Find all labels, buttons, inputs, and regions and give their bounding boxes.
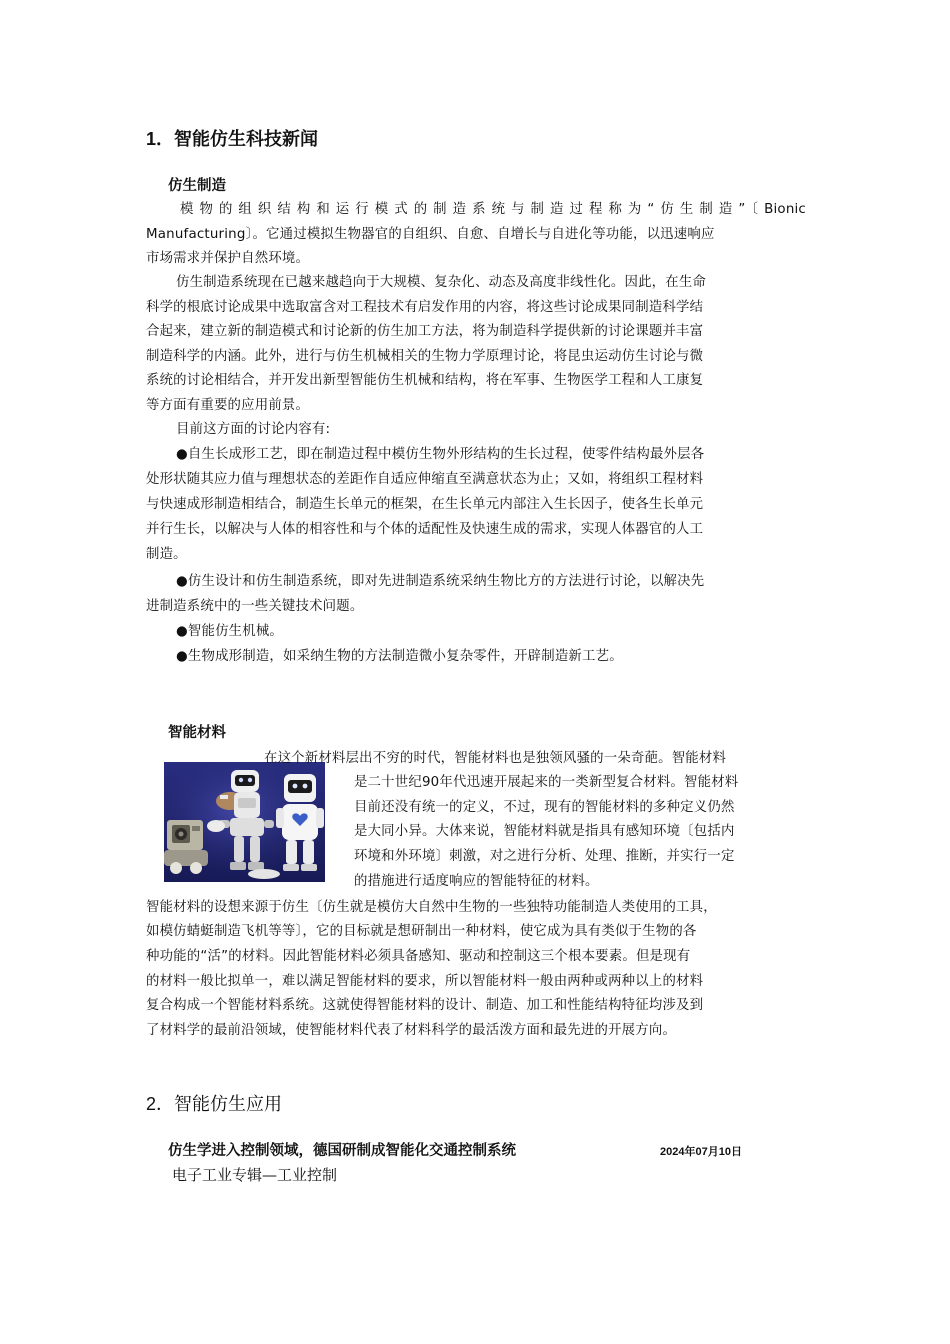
paragraph-line: 是大同小异。大体来说，智能材料就是指具有感知环境〔包括内 (354, 824, 735, 839)
paragraph-line: 与快速成形制造相结合，制造生长单元的框架，在生长单元内部注入生长因子，使各生长单元 (146, 497, 704, 512)
bullet-line: ●智能仿生机械。 (176, 624, 284, 639)
paragraph-line: 的材料一般比拟单一，难以满足智能材料的要求，所以智能材料一般由两种或两种以上的材料 (146, 974, 704, 989)
paragraph-line: 科学的根底讨论成果中选取富含对工程技术有启发作用的内容，将这些讨论成果同制造科学结 (146, 300, 704, 315)
article-date: 2024年07月10日 (660, 1146, 742, 1158)
smart-materials-heading: 智能材料 (168, 725, 226, 741)
paragraph-line: 环境和外环境〕刺激，对之进行分析、处理、推断，并实行一定 (354, 849, 735, 864)
paragraph-line: 目前还没有统一的定义，不过，现有的智能材料的多种定义仍然 (354, 800, 735, 815)
paragraph-line: 合起来，建立新的制造模式和讨论新的仿生加工方法，将为制造科学提供新的讨论课题并丰富 (146, 324, 704, 339)
bullet-line: ●仿生设计和仿生制造系统，即对先进制造系统采纳生物比方的方法进行讨论，以解决先 (176, 574, 705, 589)
paragraph-line: 仿生制造系统现在已越来越趋向于大规模、复杂化、动态及高度非线性化。因此，在生命 (176, 275, 707, 290)
paragraph-line: 如模仿蜻蜓制造飞机等等〕，它的目标就是想研制出一种材料，使它成为具有类似于生物的各 (146, 924, 697, 939)
paragraph-line: Manufacturing〕。它通过模拟生物器官的自组织、自愈、自增长与自进化等功能，以迅速响应 (146, 227, 715, 242)
paragraph-line: 的措施进行适度响应的智能特征的材料。 (354, 874, 599, 889)
paragraph-line: 系统的讨论相结合，并开发出新型智能仿生机械和结构，将在军事、生物医学工程和人工康复 (146, 373, 704, 388)
paragraph-line: 智能材料的设想来源于仿生〔仿生就是模仿大自然中生物的一些独特功能制造人类使用的工具， (146, 900, 717, 915)
paragraph-line: 进制造系统中的一些关键技术问题。 (146, 599, 364, 614)
bullet-line: ●自生长成形工艺，即在制造过程中模仿生物外形结构的生长过程，使零件结构最外层各 (176, 447, 705, 462)
bionic-manufacturing-heading: 仿生制造 (168, 178, 226, 194)
paragraph-line: 在这个新材料层出不穷的时代，智能材料也是独领风骚的一朵奇葩。智能材料 (264, 751, 727, 766)
article-title: 仿生学进入控制领域，德国研制成智能化交通控制系统 (168, 1143, 516, 1159)
paragraph-line: 是二十世纪90年代迅速开展起来的一类新型复合材料。智能材料 (354, 775, 739, 790)
paragraph-line: 种功能的“活”的材料。因此智能材料必须具备感知、驱动和控制这三个根本要素。但是现有 (146, 949, 691, 964)
article-source: 电子工业专辑—工业控制 (172, 1166, 338, 1184)
section-2-heading: 2．智能仿生应用 (146, 1094, 283, 1114)
paragraph-line: 市场需求并保护自然环境。 (146, 251, 310, 266)
paragraph-line: 等方面有重要的应用前景。 (146, 398, 310, 413)
robots-photo-icon (164, 762, 325, 882)
paragraph-line: 制造科学的内涵。此外，进行与仿生机械相关的生物力学原理讨论，将昆虫运动仿生讨论与微 (146, 349, 704, 364)
paragraph-line: 模物的组织结构和运行模式的制造系统与制造过程称为“仿生制造”〔Bionic (180, 202, 806, 217)
bullet-line: ●生物成形制造，如采纳生物的方法制造微小复杂零件，开辟制造新工艺。 (176, 649, 623, 664)
paragraph-line: 制造。 (146, 547, 187, 562)
paragraph-line: 了材料学的最前沿领域，使智能材料代表了材料科学的最活泼方面和最先进的开展方向。 (146, 1023, 677, 1038)
paragraph-line: 并行生长，以解决与人体的相容性和与个体的适配性及快速生成的需求，实现人体器官的人工 (146, 522, 704, 537)
paragraph-line: 处形状随其应力值与理想状态的差距作自适应伸缩直至满意状态为止；又如，将组织工程材料 (146, 472, 704, 487)
paragraph-line: 目前这方面的讨论内容有: (176, 422, 331, 437)
section-1-heading: 1．智能仿生科技新闻 (146, 129, 319, 149)
paragraph-line: 复合构成一个智能材料系统。这就使得智能材料的设计、制造、加工和性能结构特征均涉及到 (146, 998, 704, 1013)
